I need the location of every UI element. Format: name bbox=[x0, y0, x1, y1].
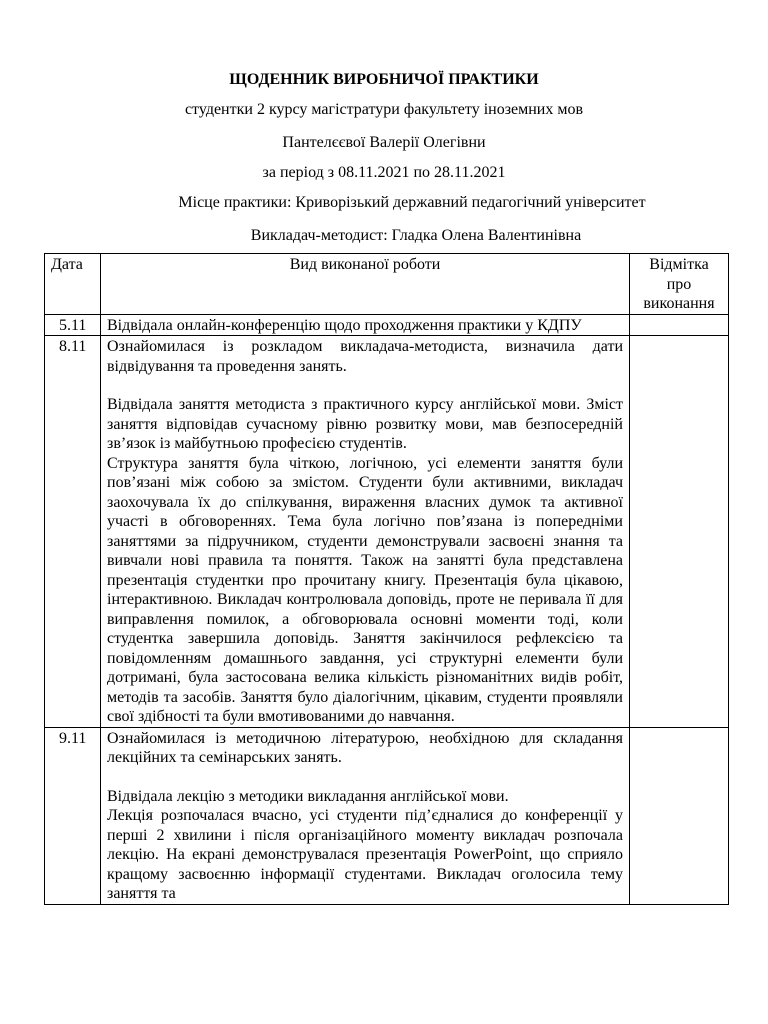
row-date: 5.11 bbox=[45, 314, 101, 336]
supervisor: Викладач-методист: Гладка Олена Валентинівна bbox=[250, 227, 582, 244]
document-subtitle: студентки 2 курсу магістратури факультету іноземних мов bbox=[184, 101, 584, 118]
work-paragraph: Відвідала заняття методиста з практичного курсу англійської мови. Зміст заняття відповідав сучасному рівню розвитку мови, мав безпосередній зв’язок із майбутньою професією студентів. bbox=[107, 396, 623, 452]
row-date: 8.11 bbox=[45, 336, 101, 728]
table-row bbox=[45, 314, 729, 336]
row-work bbox=[101, 336, 630, 728]
work-paragraph: Структура заняття була чіткою, логічною, усі елементи заняття були пов’язані між собою за змістом. Студенти були активними, викладач заохочувала їх до спілкування, вираження власних думок та активної участі в обговореннях. Тема була логічно пов’язана із попередніми заняттями за підручником, студенти демонстрували засвоєні знання та вивчали нові правила та поняття. Також на занятті була представлена презентація студентки про прочитану книгу. Презентація була цікавою, інтерактивною. Викладач контролювала доповідь, проте не перивала її для виправлення помилок, а обговорювала основні моменти тоді, коли студентка завершила доповідь. Заняття закінчилося рефлексією та повідомленням домашнього завдання, усі структурні елементи були дотримані, була застосована велика кількість різноманітних видів робіт, методів та засобів. Заняття було діалогічним, цікавим, студенти проявляли свої здібності та були вмотивованими до навчання. bbox=[107, 454, 623, 725]
document-title: ЩОДЕННИК ВИРОБНИЧОЇ ПРАКТИКИ bbox=[229, 71, 539, 88]
work-paragraph: Відвідала онлайн-конференцію щодо проходження практики у КДПУ bbox=[107, 316, 582, 334]
student-name: Пантелєєвої Валерії Олегівни bbox=[282, 134, 486, 151]
row-mark bbox=[630, 336, 729, 728]
table-row bbox=[45, 336, 729, 728]
practice-log-table bbox=[44, 253, 729, 905]
practice-place: Місце практики: Криворізький державний педагогічний університет bbox=[178, 194, 646, 211]
row-mark bbox=[630, 314, 729, 336]
work-paragraph: Лекція розпочалася вчасно, усі студенти під’єдналися до конференції у перші 2 хвилини і після організаційного моменту викладач розпочала лекцію. На екрані демонструвалася презентація PowerPoint, що сприяло кращому засвоєнню інформації студентами. Викладач оголосила тему заняття та bbox=[107, 807, 623, 902]
row-work bbox=[101, 314, 630, 336]
row-mark bbox=[630, 727, 729, 904]
table-row bbox=[45, 727, 729, 904]
column-header-mark: Відмітка про виконання bbox=[630, 254, 729, 315]
row-work bbox=[101, 727, 630, 904]
column-header-work: Вид виконаної роботи bbox=[101, 254, 630, 315]
work-paragraph: Ознайомилася із методичною літературою, необхідною для складання лекційних та семінарських занять. bbox=[107, 729, 623, 766]
row-date: 9.11 bbox=[45, 727, 101, 904]
work-paragraph: Відвідала лекцію з методики викладання англійської мови. bbox=[107, 787, 509, 805]
practice-period: за період з 08.11.2021 по 28.11.2021 bbox=[262, 164, 506, 181]
column-header-date: Дата bbox=[45, 254, 101, 315]
work-paragraph: Ознайомилася із розкладом викладача-методиста, визначила дати відвідування та проведення занять. bbox=[107, 338, 623, 375]
table-header-row bbox=[45, 254, 729, 315]
